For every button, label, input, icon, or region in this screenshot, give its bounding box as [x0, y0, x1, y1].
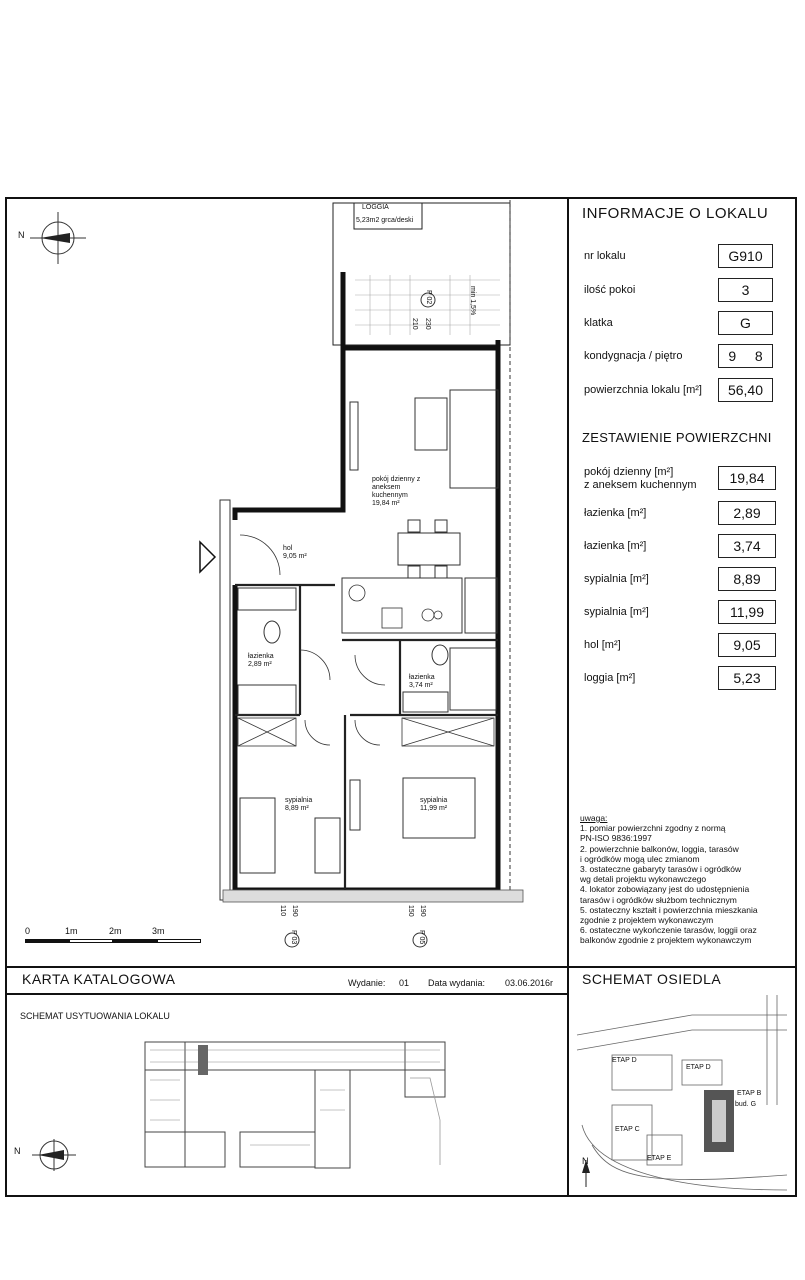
room-count-value: 3	[718, 278, 773, 302]
area-label-bathroom-1: łazienka [m²]	[584, 507, 647, 519]
estate-label-building-g: bud. G	[735, 1101, 757, 1108]
panel-divider	[567, 197, 569, 1197]
window-dim-left-1: 110	[279, 905, 286, 917]
notes: uwaga: 1. pomiar powierzchni zgodny z normą PN-ISO 9836:1997 2. powierzchnie balkonów, loggia, tarasów i ogródków mogą ulec zmianom 3. ostateczne gabaryty tarasów i ogródków wg detali projektu wykonawczego 4. lokator zobowiązany jest do udostępnienia tarasów i ogródków służbom technicznym 5. ostateczny kształt i powierzchnia mieszkania zgodnie z projektem wykonawczym 6. ostateczne wykończenie tarasów, loggii oraz balkonów zgodnie z projektem wykonawczym	[580, 813, 758, 946]
area-label-bathroom-2: łazienka [m²]	[584, 540, 647, 552]
room-label-living: pokój dzienny z aneksem kuchennym 19,84 m²	[372, 476, 421, 507]
location-compass-letter: N	[14, 1146, 21, 1156]
area-value-bedroom-1: 8,89	[718, 567, 776, 591]
floor-plan	[10, 200, 565, 962]
balcony-dim-1: 210	[411, 318, 418, 330]
area-value-bedroom-2: 11,99	[718, 600, 776, 624]
row-label-stairwell: klatka	[584, 317, 613, 329]
area-label-loggia: loggia [m²]	[584, 672, 636, 684]
stairwell-value: G	[718, 311, 773, 335]
estate-title: SCHEMAT OSIEDLA	[582, 971, 722, 987]
building-location-schema	[140, 1030, 460, 1170]
area-label-living: pokój dzienny [m²] z aneksem kuchennym	[584, 466, 697, 491]
balcony-code: P 02	[425, 290, 432, 305]
entrance-arrow-icon	[200, 542, 215, 572]
loggia-label: LOGGIA	[362, 204, 389, 211]
footer-divider	[5, 966, 797, 968]
areas-title: ZESTAWIENIE POWIERZCHNI	[582, 430, 772, 445]
estate-label-b: ETAP B	[737, 1090, 762, 1097]
date-label: Data wydania:	[428, 978, 486, 988]
total-area-value: 56,40	[718, 378, 773, 402]
catalog-card-title: KARTA KATALOGOWA	[22, 971, 176, 987]
room-label-bedroom-2: sypialnia 11,99 m²	[420, 797, 448, 812]
row-label-unit-no: nr lokalu	[584, 250, 626, 262]
area-value-hall: 9,05	[718, 633, 776, 657]
room-label-bedroom-1: sypialnia 8,89 m²	[285, 797, 313, 812]
window-code-right: P 05	[418, 930, 425, 945]
room-label-bathroom-1: łazienka 2,89 m²	[248, 653, 274, 668]
storey-value: 9	[728, 348, 737, 364]
room-label-bathroom-2: łazienka 3,74 m²	[409, 674, 435, 689]
area-label-bedroom-2: sypialnia [m²]	[584, 606, 649, 618]
estate-label-c: ETAP C	[615, 1126, 640, 1133]
edition-value: 01	[399, 978, 410, 988]
area-value-bathroom-2: 3,74	[718, 534, 776, 558]
compass-icon	[30, 212, 86, 264]
window-code-left: P 03	[290, 930, 297, 945]
area-value-living: 19,84	[718, 466, 776, 490]
area-label-hall: hol [m²]	[584, 639, 621, 651]
window-dim-left-2: 190	[291, 905, 298, 917]
room-label-hall: hol 9,05 m²	[283, 545, 307, 560]
row-label-total-area: powierzchnia lokalu [m²]	[584, 384, 702, 396]
balcony-dim-2: 230	[424, 318, 431, 330]
area-value-loggia: 5,23	[718, 666, 776, 690]
unit-no-value: G910	[718, 244, 773, 268]
estate-label-d2: ETAP D	[686, 1064, 711, 1071]
info-title: INFORMACJE O LOKALU	[582, 205, 769, 222]
location-compass-icon	[18, 1135, 78, 1175]
edition-label: Wydanie:	[348, 978, 386, 988]
estate-label-d1: ETAP D	[612, 1057, 637, 1064]
location-title: SCHEMAT USYTUOWANIA LOKALU	[20, 1011, 170, 1021]
row-label-floor: kondygnacja / piętro	[584, 350, 683, 362]
loggia-area: 5,23m2 grca/deski	[356, 217, 414, 224]
date-value: 03.06.2016r	[505, 978, 554, 988]
footer-subdivider	[5, 993, 567, 995]
floor-value	[718, 344, 773, 368]
compass-letter: N	[18, 230, 25, 240]
estate-compass-letter: N	[582, 1156, 589, 1166]
area-value-bathroom-1: 2,89	[718, 501, 776, 525]
window-dim-right-1: 150	[407, 905, 414, 917]
area-label-bedroom-1: sypialnia [m²]	[584, 573, 649, 585]
window-dim-right-2: 190	[419, 905, 426, 917]
estate-label-e: ETAP E	[647, 1155, 672, 1162]
floor-number-value: 8	[754, 348, 763, 364]
balcony-slope: min 1,5%	[469, 286, 476, 316]
row-label-room-count: ilość pokoi	[584, 284, 636, 296]
